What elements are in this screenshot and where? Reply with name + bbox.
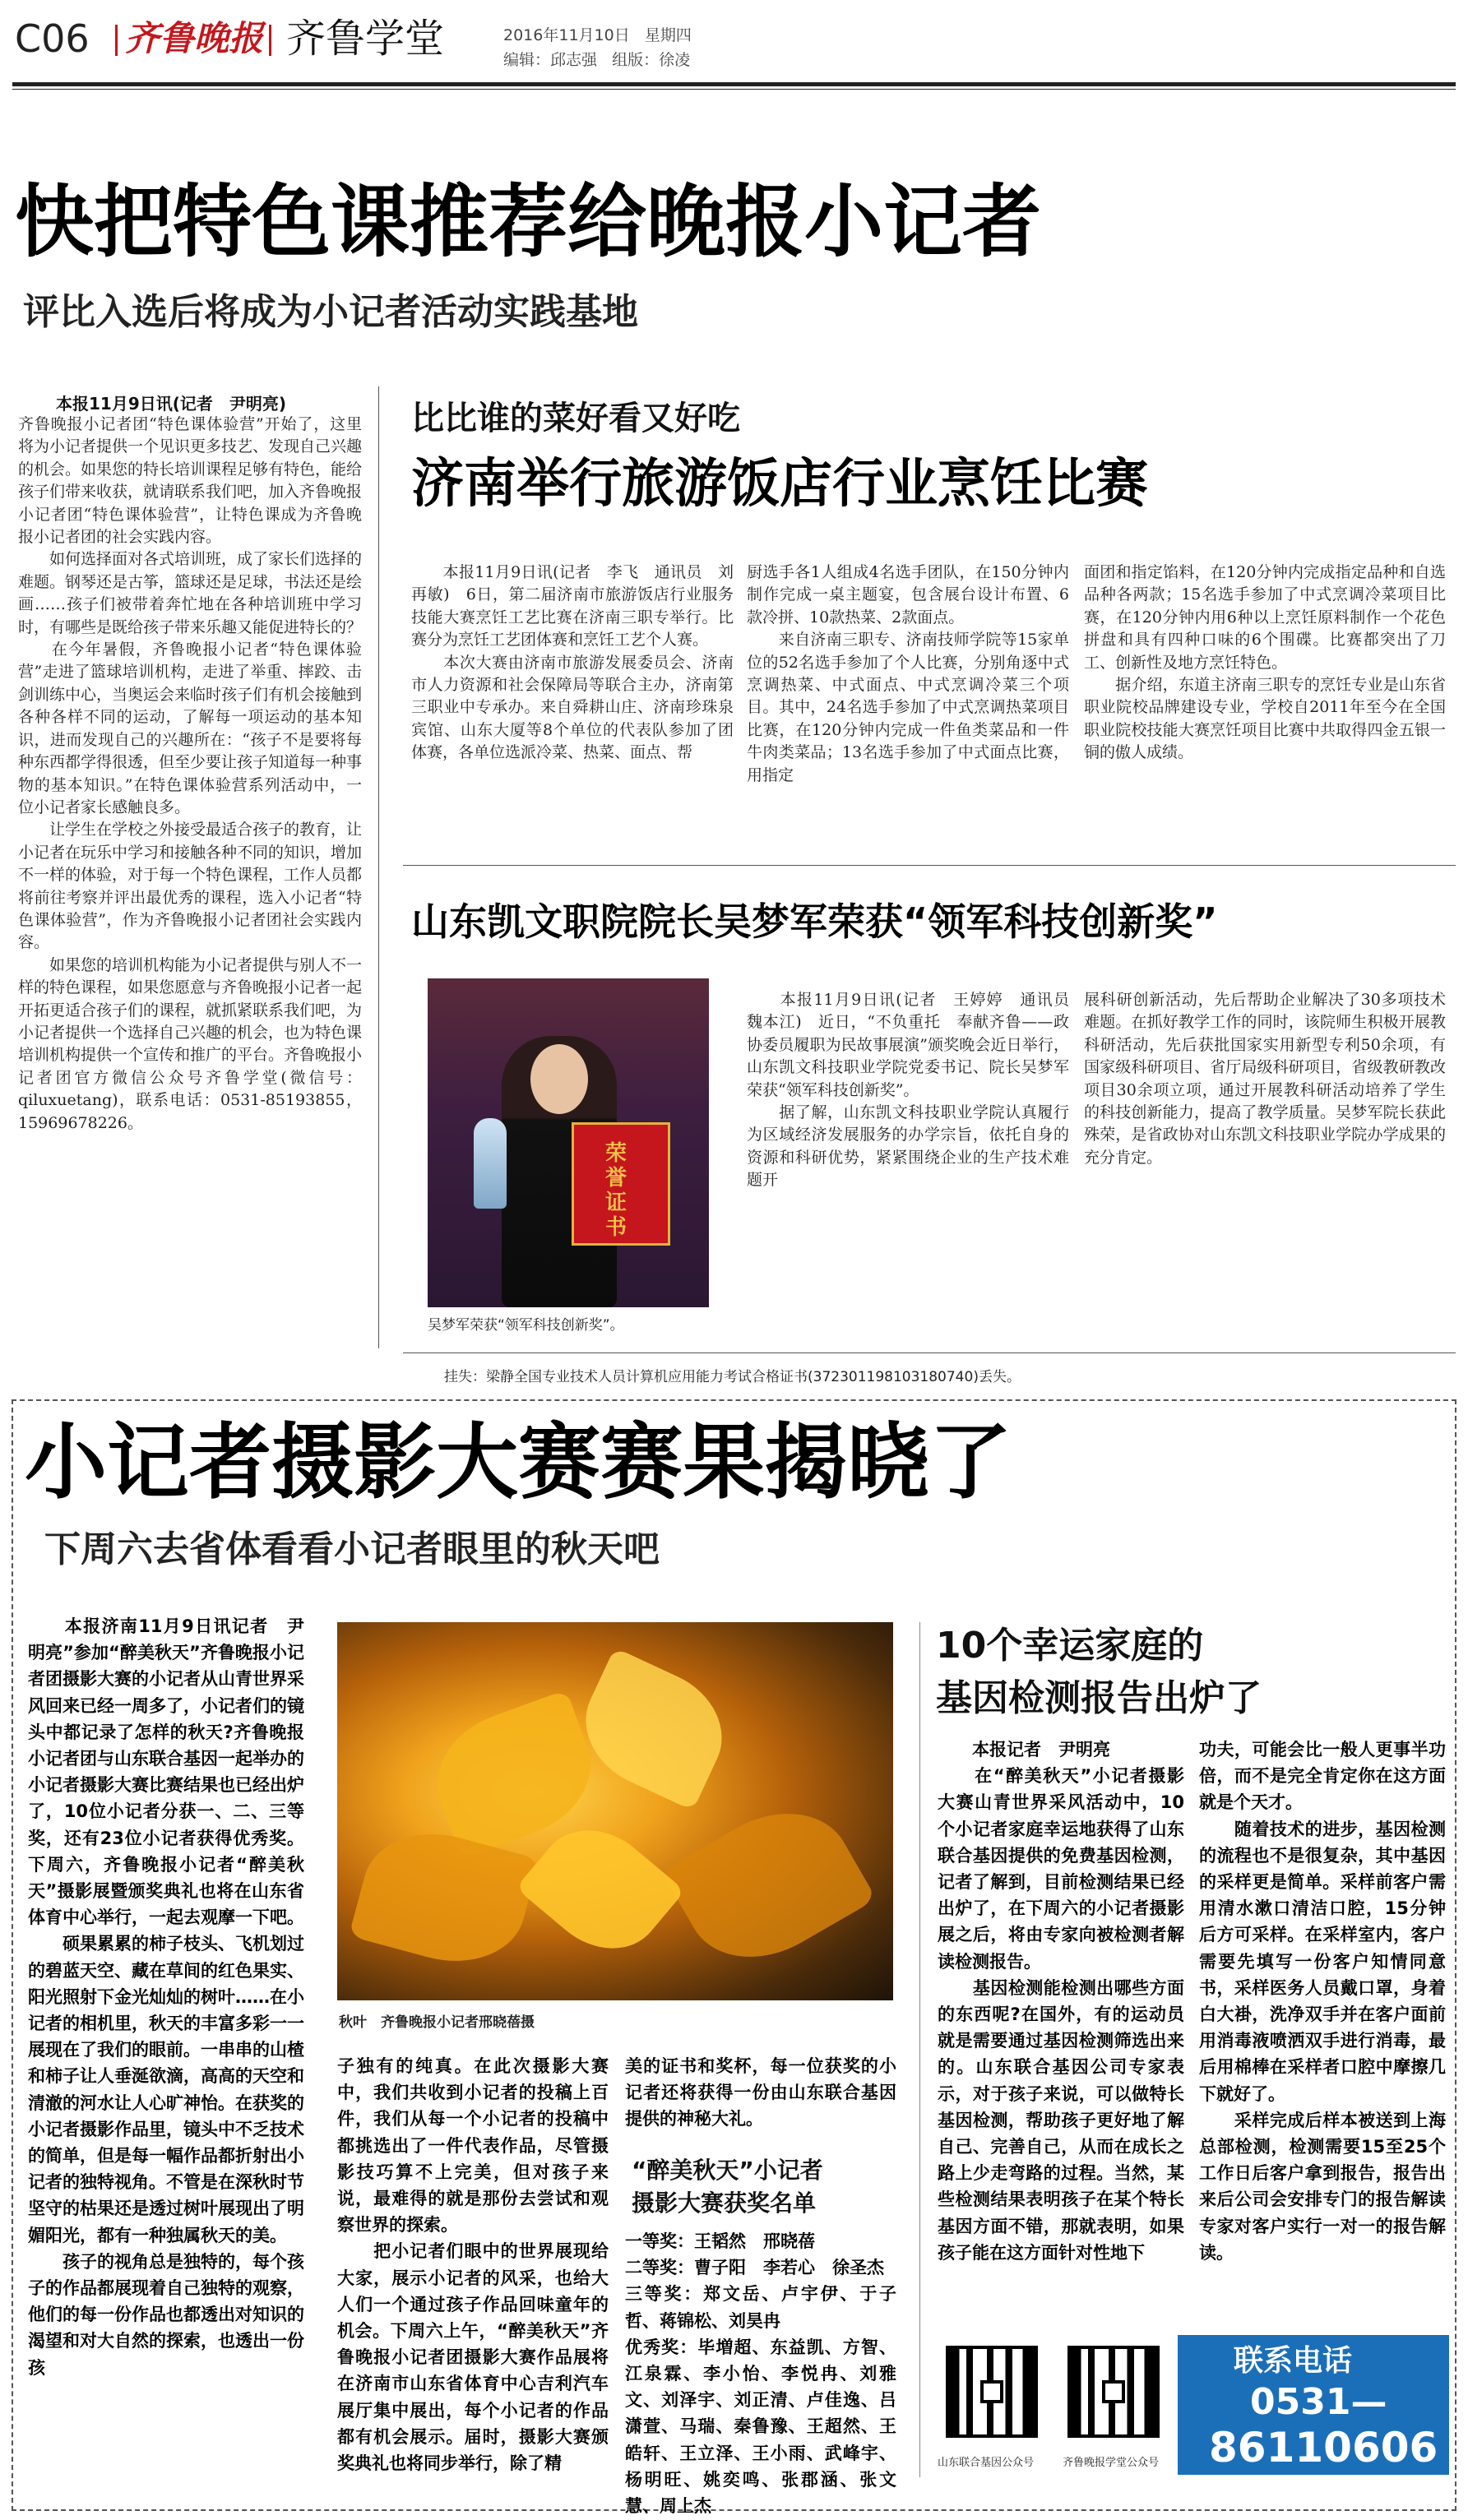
kicker-article2: 比比谁的菜好看又好吃 bbox=[411, 400, 740, 437]
subhead-article4: 下周六去省体看看小记者眼里的秋天吧 bbox=[44, 1528, 660, 1570]
headline-article2: 济南举行旅游饭店行业烹饪比赛 bbox=[411, 454, 1148, 515]
leaves-photo-caption: 秋叶 齐鲁晚报小记者邢晓蓓摄 bbox=[339, 2014, 535, 2031]
award-photo-caption: 吴梦军荣获“领军科技创新奖”。 bbox=[428, 1317, 624, 1334]
body-article2-col2: 厨选手各1人组成4名选手团队，在150分钟内制作完成一桌主题宴，包含展台设计布置、6款冷拼、10款热菜、2款面点。 来自济南三职专、济南技师学院等15家单位的52名选手参加了个人比赛，分别角逐中式烹调热菜、中式面点、中式烹调冷菜三个项目。其中，24名选手参加了中式烹调热菜项目比赛，在120分钟内完成一件鱼类菜品和一件牛肉类菜品；13名选手参加了中式面点比赛，用指定 bbox=[747, 563, 1069, 784]
contact-phone-number: 86110606 bbox=[1209, 2424, 1438, 2471]
column-rule-1 bbox=[378, 386, 379, 1348]
lost-notice-text: 挂失：梁静全国专业技术人员计算机应用能力考试合格证书(372301198103180740)丢失。 bbox=[444, 1369, 1021, 1385]
winners-list: 一等奖：王韬然 邢晓蓓 二等奖：曹子阳 李若心 徐圣杰 三等奖：郑文岳、卢宇伊、于子哲、蒋锦松、刘昊冉 优秀奖：毕増超、东益凯、方智、江泉霖、李小怡、李悦冉、刘雅文、刘泽宇、刘正清、卢佳逸、吕潇萱、马瑞、秦鲁豫、王超然、王皓轩、王立泽、王小雨、武峰宇、杨明旺、姚奕鸣、张郡涵、张文慧、周上杰 bbox=[625, 2231, 896, 2517]
dateline-article1: 本报11月9日讯(记者 尹明亮) bbox=[56, 394, 287, 414]
body-article2-col1: 本报11月9日讯(记者 李飞 通讯员 刘再敏) 6日，第二届济南市旅游饭店行业服务技能大赛烹饪工艺比赛在济南三职专举行。比赛分为烹饪工艺团体赛和烹饪工艺个人赛。 本次大赛由济南市旅游发展委员会、济南市人力资源和社会保障局等联合主办，济南第三职业中专承办。来自舜耕山庄、济南珍珠泉宾馆、山东大厦等8个单位的代表队参加了团体赛，各单位选派冷菜、热菜、面点、帮 bbox=[411, 563, 734, 762]
body-article5-col2: 功夫，可能会比一般人更事半功倍，而不是完全肯定你在这方面就是个天才。 随着技术的进步，基因检测的流程也不是很复杂，其中基因的采样更是简单。采样前客户需用清水漱口清洁口腔，15分钟后方可采样。在采样室内，客户需要先填写一份客户知情同意书，采样医务人员戴口罩，身着白大褂，洗净双手并在客户面前用消毒液喷洒双手进行消毒，最后用棉棒在采样者口腔中摩擦几下就好了。 采样完成后样本被送到上海总部检测，检测需要15至25个工作日后客户拿到报告，报告出来后公司会安排专门的报告解读专家对客户实行一对一的报告解读。 bbox=[1199, 1740, 1446, 2263]
body-article3-col2: 展科研创新活动，先后帮助企业解决了30多项技术难题。在抓好教学工作的同时，该院师生积极开展教科研活动，先后获批国家实用新型专利50余项，有国家级科研项目、省厅局级科研项目，省级教研教改项目30余项立项，通过开展教科研活动培养了学生的科技创新能力，提高了教学质量。吴梦军院长获此殊荣，是省政协对山东凯文科技职业学院办学成果的充分肯定。 bbox=[1084, 991, 1446, 1167]
body-article1: 齐鲁晚报小记者团“特色课体验营”开始了，这里将为小记者提供一个见识更多技艺、发现自己兴趣的机会。如果您的特长培训课程足够有特色，能给孩子们带来收获，就请联系我们吧，加入齐鲁晚报小记者团“特色课体验营”，让特色课成为齐鲁晚报小记者团的社会实践内容。 如何选择面对各式培训班，成了家长们选择的难题。钢琴还是古筝，篮球还是足球，书法还是绘画……孩子们被带着奔忙地在各种培训班中学习时，有哪些是既给孩子带来乐趣又能促进特长的？ 在今年暑假，齐鲁晚报小记者“特色课体验营”走进了篮球培训机构，走进了举重、摔跤、击剑训练中心，当奥运会来临时孩子们有机会接触到各种各样不同的运动，了解每一项运动的基本知识，进而发现自己的兴趣所在：“孩子不是要将每种东西都学得很透，但至少要让孩子知道每一种事物的基本知识。”在特色课体验营系列活动中，一位小记者家长感触良多。 让学生在学校之外接受最适合孩子的教育，让小记者在玩乐中学习和接触各种不同的知识，增加不一样的体验，对于每一个特色课程，工作人员都将前往考察并评出最优秀的课程，选入小记者“特色课体验营”，作为齐鲁晚报小记者团社会实践内容。 如果您的培训机构能为小记者提供与别人不一样的特色课程，如果您愿意与齐鲁晚报小记者一起开拓更适合孩子们的课程，就抓紧联系我们吧，为小记者提供一个选择自己兴趣的机会，也为特色课培训机构提供一个宣传和推广的平台。齐鲁晚报小记者团官方微信公众号齐鲁学堂(微信号：qiluxuetang)，联系电话：0531-85193855，15969678226。 bbox=[18, 415, 363, 1132]
page-number: C06 bbox=[15, 16, 90, 61]
separator-notice bbox=[403, 1352, 1456, 1353]
leaf-5 bbox=[516, 1806, 685, 1972]
headline-article5: 10个幸运家庭的 基因检测报告出炉了 bbox=[936, 1625, 1262, 1719]
certificate bbox=[572, 1122, 670, 1246]
leaf-4 bbox=[661, 1785, 877, 1986]
body-article5-col1: 本报记者 尹明亮 在“醉美秋天”小记者摄影大赛山青世界采风活动中，10个小记者家庭幸运地获得了山东联合基因提供的免费基因检测，记者了解到，目前检测结果已经出炉了，在下周六的小记者摄影展之后，将由专家向被检测者解读检测报告。 基因检测能检测出哪些方面的东西呢?在国外，有的运动员就是需要通过基因检测筛选出来的。山东联合基因公司专家表示，对于孩子来说，可以做特长基因检测，帮助孩子更好地了解自己、完善自己，从而在成长之路上少走弯路的过程。当然，某些检测结果表明孩子在某个特长基因方面不错，那就表明，如果孩子能在这方面针对性地下 bbox=[938, 1740, 1184, 2263]
qr-code-2-label: 齐鲁晚报学堂公众号 bbox=[1063, 2457, 1160, 2469]
person-face bbox=[530, 1044, 588, 1114]
headline-article1: 快把特色课推荐给晚报小记者 bbox=[15, 176, 1041, 268]
separator-article2 bbox=[403, 865, 1456, 866]
leaf-2 bbox=[566, 1648, 741, 1811]
body-article3-col1: 本报11月9日讯(记者 王婷婷 通讯员 魏本江) 近日，“不负重托 奉献齐鲁——政协委员履职为民故事展演”颁奖晚会近日举行，山东凯文科技职业学院党委书记、院长吴梦军荣获“领军科技创新奖”。 据了解，山东凯文科技职业学院认真履行为区域经济发展服务的办学宗旨，依托自身的资源和科研优势，紧紧围绕企业的生产技术难题开 bbox=[747, 991, 1069, 1190]
paper-logo: 齐鲁晚报 bbox=[125, 18, 264, 58]
body-article4-col3: 美的证书和奖杯，每一位获奖的小记者还将获得一份由山东联合基因提供的神秘大礼。 bbox=[625, 2056, 896, 2129]
certificate-text: 荣誉证书 bbox=[605, 1141, 627, 1240]
contact-phone-prefix: 0531— bbox=[1250, 2381, 1387, 2423]
autumn-leaves-photo bbox=[337, 1622, 893, 2000]
body-article2-col3: 面团和指定馅料，在120分钟内完成指定品种和自选品种各两款；15名选手参加了中式烹调冷菜项目比赛，在120分钟内用6种以上烹饪原料制作一个花色拼盘和具有四种口味的6个围碟。比赛都突出了刀工、创新性及地方烹饪特色。 据介绍，东道主济南三职专的烹饪专业是山东省职业院校品牌建设专业，学校自2011年至今在全国职业院校技能大赛烹饪项目比赛中共取得四金五银一铜的傲人成绩。 bbox=[1084, 563, 1446, 762]
contact-label: 联系电话 bbox=[1234, 2344, 1353, 2378]
masthead-rule bbox=[12, 82, 1456, 86]
headline-article4: 小记者摄影大赛赛果揭晓了 bbox=[25, 1413, 1012, 1510]
qr-code-2 bbox=[1067, 2346, 1160, 2438]
award-photo bbox=[428, 978, 709, 1307]
masthead-divider-2 bbox=[269, 25, 271, 56]
issue-date: 2016年11月10日 星期四 bbox=[503, 26, 692, 44]
winners-title: “醉美秋天”小记者 摄影大赛获奖名单 bbox=[632, 2157, 823, 2217]
trophy bbox=[474, 1118, 507, 1209]
masthead-divider bbox=[115, 25, 118, 56]
body-article4-col2: 子独有的纯真。在此次摄影大赛中，我们共收到小记者的投稿上百件，我们从每一个小记者的投稿中都挑选出了一件代表作品，尽管摄影技巧算不上完美，但对孩子来说，最难得的就是那份去尝试和观察世界的探索。 把小记者们眼中的世界展现给大家，展示小记者的风采，也给大人们一个通过孩子作品回味童年的机会。下周六上午，“醉美秋天”齐鲁晚报小记者团摄影大赛作品展将在济南市山东省体育中心吉利汽车展厅集中展出，每个小记者的作品都有机会展示。届时，摄影大赛颁奖典礼也将同步举行，除了精 bbox=[337, 2056, 609, 2474]
headline-article3: 山东凯文职院院长吴梦军荣获“领军科技创新奖” bbox=[411, 899, 1218, 944]
section-title: 齐鲁学堂 bbox=[286, 16, 445, 62]
column-rule-box bbox=[919, 1622, 920, 2477]
masthead-rule-thin bbox=[12, 89, 1456, 90]
qr-code-1-label: 山东联合基因公众号 bbox=[938, 2457, 1035, 2469]
qr-code-1-center bbox=[980, 2380, 1003, 2403]
subhead-article1: 评比入选后将成为小记者活动实践基地 bbox=[23, 291, 638, 333]
editor-credit: 编辑：邱志强 组版：徐凌 bbox=[503, 51, 691, 69]
qr-code-2-center bbox=[1102, 2380, 1125, 2403]
body-article4-col1: 本报济南11月9日讯记者 尹明亮”参加“醉美秋天”齐鲁晚报小记者团摄影大赛的小记者从山青世界采风回来已经一周多了，小记者们的镜头中都记录了怎样的秋天?齐鲁晚报小记者团与山东联合基因一起举办的小记者摄影大赛比赛结果也已经出炉了，10位小记者分获一、二、三等奖，还有23位小记者获得优秀奖。下周六，齐鲁晚报小记者“醉美秋天”摄影展暨颁奖典礼也将在山东省体育中心举行，一起去观摩一下吧。 硕果累累的柿子枝头、飞机划过的碧蓝天空、藏在草间的红色果实、阳光照射下金光灿灿的树叶……在小记者的相机里，秋天的丰富多彩一一展现在了我们的眼前。一串串的山楂和柿子让人垂涎欲滴，高高的天空和清澈的河水让人心旷神怡。在获奖的小记者摄影作品里，镜头中不乏技术的简单，但是每一幅作品都折射出小记者的独特视角。不管是在深秋时节坚守的枯果还是透过树叶展现出了明媚阳光，都有一种独属秋天的美。 孩子的视角总是独特的，每个孩子的作品都展现着自己独特的观察，他们的每一份作品也都透出对知识的渴望和对大自然的探索，也透出一份孩 bbox=[28, 1616, 304, 2378]
qr-code-1 bbox=[946, 2346, 1038, 2438]
